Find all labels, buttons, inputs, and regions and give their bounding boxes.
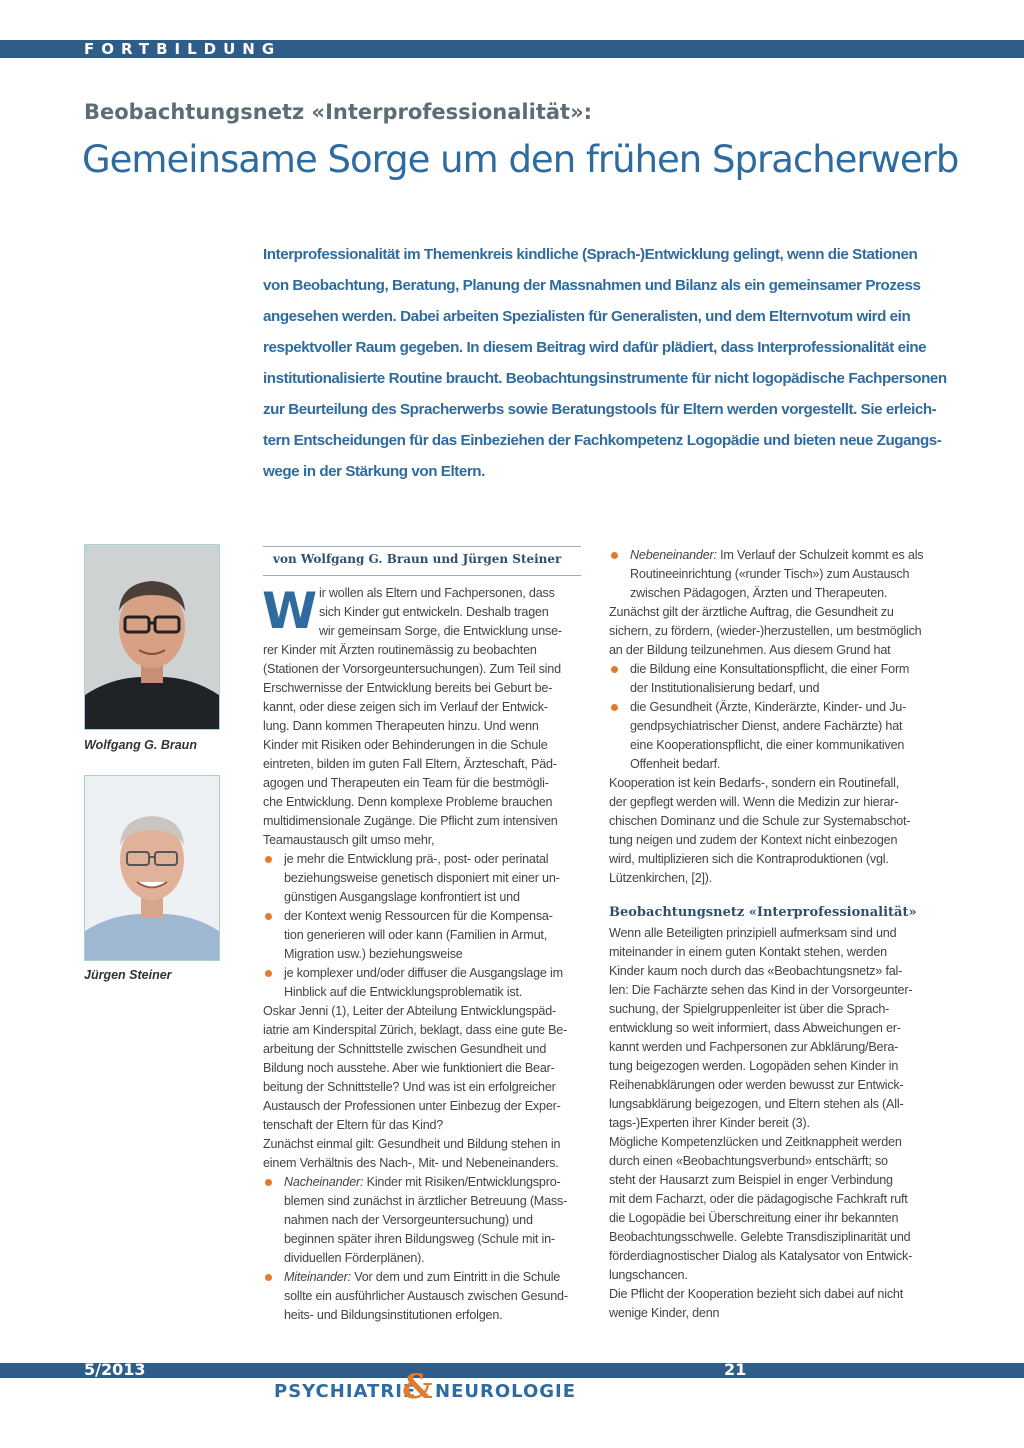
bullet-continuation: günstigen Ausgangslage konfrontiert ist und (284, 890, 520, 904)
body-line: wir gemeinsam Sorge, die Entwicklung unse- (319, 624, 562, 638)
body-line: lungschancen. (609, 1268, 688, 1282)
body-line: Zunächst einmal gilt: Gesundheit und Bildung stehen in (263, 1137, 561, 1151)
bullet-continuation: beziehungsweise genetisch disponiert mit einer un- (284, 871, 560, 885)
journal-name-part1: PSYCHIATRIE (274, 1381, 417, 1402)
body-line: lungsabklärung beigezogen, und Eltern stehen als (All- (609, 1097, 904, 1111)
body-line: Lützenkirchen, [2]). (609, 871, 713, 885)
bullet-text: Vor dem und zum Eintritt in die Schule (350, 1270, 561, 1284)
body-line: einem Verhältnis des Nach-, Mit- und Nebeneinanders. (263, 1156, 559, 1170)
body-line: Kooperation ist kein Bedarfs-, sondern ein Routinefall, (609, 776, 900, 790)
body-line: miteinander in einem guten Kontakt stehen, werden (609, 945, 887, 959)
bullet-item: die Bildung eine Konsultationspflicht, die einer Form (609, 660, 929, 679)
body-line: Die Pflicht der Kooperation bezieht sich dabei auf nicht (609, 1287, 904, 1301)
section-label: FORTBILDUNG (84, 40, 282, 58)
body-line: rer Kinder mit Ärzten routinemässig zu beobachten (263, 643, 537, 657)
lead-line: angesehen werden. Dabei arbeiten Spezialisten für Generalisten, und dem Elternvotum wird ein (263, 308, 911, 325)
body-line: Reihenabklärungen oder werden bewusst zur Entwick- (609, 1078, 904, 1092)
journal-ampersand: & (402, 1367, 433, 1407)
bullet-term: Nebeneinander: (630, 548, 717, 562)
bullet-continuation: Hinblick auf die Entwicklungsproblematik ist. (284, 985, 523, 999)
subheading: Beobachtungsnetz «Interprofessionalität» (609, 905, 917, 920)
lead-line: tern Entscheidungen für das Einbeziehen der Fachkompetenz Logopädie und bieten neue Zugangs- (263, 432, 942, 449)
author-photo-steiner (84, 775, 220, 961)
lead-line: respektvoller Raum gegeben. In diesem Beitrag wird dafür plädiert, dass Interprofessionalität eine (263, 339, 927, 356)
body-line: die Logopädie bei Überschreitung einer ihr bekannten (609, 1211, 899, 1225)
bullet-continuation: der Institutionalisierung bedarf, und (630, 681, 820, 695)
body-line: entwicklung so weit informiert, dass Abweichungen er- (609, 1021, 901, 1035)
body-line: wird, multiplizieren sich die Kontraproduktionen (vgl. (609, 852, 889, 866)
article-lead (263, 239, 947, 487)
body-line: kannt, oder diese zeigen sich im Verlauf der Entwick- (263, 700, 548, 714)
body-line: ir wollen als Eltern und Fachpersonen, dass (319, 586, 555, 600)
body-line: durch einen «Beobachtungsverbund» entschärft; so (609, 1154, 888, 1168)
bullet-term: Miteinander: (284, 1270, 351, 1284)
body-line: Beobachtungsschwelle. Gelebte Transdisziplinarität und (609, 1230, 911, 1244)
body-line: tenschaft der Eltern für das Kind? (263, 1118, 444, 1132)
bullet-continuation: Offenheit bedarf. (630, 757, 721, 771)
body-line: Austausch der Professionen unter Einbezug der Exper- (263, 1099, 561, 1113)
body-line: der gepflegt werden will. Wenn die Medizin zur hierar- (609, 795, 899, 809)
bullet-item: der Kontext wenig Ressourcen für die Kompensa- (263, 907, 581, 926)
byline: von Wolfgang G. Braun und Jürgen Steiner (273, 552, 562, 566)
body-line: tung neigen und zudem der Kontext nicht einbezogen (609, 833, 898, 847)
body-line: steht der Hausarzt zum Beispiel in enger Verbindung (609, 1173, 893, 1187)
body-line: che Entwicklung. Denn komplexe Probleme brauchen (263, 795, 553, 809)
author-photo-braun (84, 544, 220, 730)
bullet-continuation: heits- und Bildungsinstitutionen erfolgen. (284, 1308, 503, 1322)
bullet-continuation: Routineeinrichtung («runder Tisch») zum Austausch (630, 567, 910, 581)
drop-cap: W (262, 582, 318, 640)
author-caption-steiner: Jürgen Steiner (84, 968, 172, 982)
bullet-item (263, 1173, 581, 1192)
bullet-continuation: tion generieren will oder kann (Familien in Armut, (284, 928, 547, 942)
body-line: Zunächst gilt der ärztliche Auftrag, die Gesundheit zu (609, 605, 894, 619)
body-line: mit dem Facharzt, oder die pädagogische Fachkraft ruft (609, 1192, 908, 1206)
bullet-item: je mehr die Entwicklung prä-, post- oder perinatal (263, 850, 581, 869)
bullet-continuation: sollte ein ausführlicher Austausch zwischen Gesund- (284, 1289, 568, 1303)
body-line: Mögliche Kompetenzlücken und Zeitknappheit werden (609, 1135, 902, 1149)
bullet-continuation: gendpsychiatrischer Dienst, andere Fachärzte) hat (630, 719, 903, 733)
body-line: Kinder kaum noch durch das «Beobachtungsnetz» fal- (609, 964, 903, 978)
body-line: tung beigezogen werden. Logopäden sehen Kinder in (609, 1059, 899, 1073)
body-line: arbeitung der Schnittstelle zwischen Gesundheit und (263, 1042, 547, 1056)
lead-line: institutionalisierte Routine braucht. Beobachtungsinstrumente für nicht logopädische Fachpersonen (263, 370, 947, 387)
body-line: eintreten, bilden im guten Fall Eltern, Ärzteschaft, Päd- (263, 757, 557, 771)
page-number: 21 (724, 1360, 747, 1379)
body-line: multidimensionale Zugänge. Die Pflicht zum intensiven (263, 814, 558, 828)
body-line: Teamaustausch gilt umso mehr, (263, 833, 435, 847)
body-column-2-bottom (609, 924, 929, 1323)
body-line: agogen und Therapeuten ein Team für die bestmögli- (263, 776, 549, 790)
bullet-item (263, 1268, 581, 1287)
lead-line: wege in der Stärkung von Eltern. (263, 463, 485, 480)
body-line: tags-)Experten ihrer Kinder bereit (3). (609, 1116, 810, 1130)
body-line: iatrie am Kinderspital Zürich, beklagt, dass eine gute Be- (263, 1023, 568, 1037)
bullet-term: Nacheinander: (284, 1175, 364, 1189)
bullet-continuation: zwischen Pädagogen, Ärzten und Therapeuten. (630, 586, 888, 600)
journal-logo (252, 1367, 577, 1413)
body-line: chischen Dominanz und die Schule zur Systemabschot- (609, 814, 911, 828)
body-line: wenige Kinder, denn (609, 1306, 720, 1320)
body-line: Bildung noch ausstehe. Aber wie funktioniert die Bear- (263, 1061, 555, 1075)
issue-number: 5/2013 (84, 1360, 146, 1379)
bullet-text: Im Verlauf der Schulzeit kommt es als (716, 548, 924, 562)
bullet-continuation: blemen sind zunächst in ärztlicher Betreuung (Mass- (284, 1194, 568, 1208)
byline-box (263, 546, 581, 576)
body-line: an der Bildung teilzunehmen. Aus diesem Grund hat (609, 643, 891, 657)
article-title: Gemeinsame Sorge um den frühen Spracherwerb (82, 138, 959, 181)
lead-line: Interprofessionalität im Themenkreis kindliche (Sprach-)Entwicklung gelingt, wenn die Stationen (263, 246, 918, 263)
body-line: beitung der Schnittstelle? Und was ist ein erfolgreicher (263, 1080, 556, 1094)
bullet-item: die Gesundheit (Ärzte, Kinderärzte, Kinder- und Ju- (609, 698, 929, 717)
bullet-continuation: nahmen nach der Versorgeuntersuchung) und (284, 1213, 533, 1227)
body-column-2-top (609, 546, 929, 888)
bullet-item (609, 546, 929, 565)
body-line: Erschwernisse der Entwicklung bereits bei Geburt be- (263, 681, 553, 695)
bullet-continuation: dividuellen Förderplänen). (284, 1251, 425, 1265)
body-line: sichern, zu fördern, (wieder-)herzustellen, um bestmöglich (609, 624, 922, 638)
body-line: (Stationen der Vorsorgeuntersuchungen). Zum Teil sind (263, 662, 561, 676)
body-line: kannt werden und Fachpersonen zur Abklärung/Bera- (609, 1040, 899, 1054)
body-line: Wenn alle Beteiligten prinzipiell aufmerksam sind und (609, 926, 897, 940)
bullet-text: Kinder mit Risiken/Entwicklungspro- (363, 1175, 561, 1189)
bullet-continuation: eine Kooperationspflicht, die einer kommunikativen (630, 738, 905, 752)
section-header-bar (0, 40, 1024, 58)
bullet-continuation: Migration usw.) beziehungsweise (284, 947, 463, 961)
body-column-1 (263, 584, 581, 1325)
body-line: len: Die Fachärzte sehen das Kind in der Vorsorgeunter- (609, 983, 913, 997)
article-kicker: Beobachtungsnetz «Interprofessionalität»: (84, 100, 593, 124)
bullet-item: je komplexer und/oder diffuser die Ausgangslage im (263, 964, 581, 983)
body-line: sich Kinder gut entwickeln. Deshalb tragen (319, 605, 549, 619)
body-line: Oskar Jenni (1), Leiter der Abteilung Entwicklungspäd- (263, 1004, 557, 1018)
lead-line: zur Beurteilung des Spracherwerbs sowie Beratungstools für Eltern werden vorgestellt. Sie erleich- (263, 401, 937, 418)
body-line: lung. Dann kommen Therapeuten hinzu. Und wenn (263, 719, 539, 733)
body-line: suchung, der Spielgruppenleiter ist über die Sprach- (609, 1002, 890, 1016)
body-line: förderdiagnostischer Dialog als Katalysator von Entwick- (609, 1249, 913, 1263)
body-line: Kinder mit Risiken oder Behinderungen in die Schule (263, 738, 548, 752)
author-caption-braun: Wolfgang G. Braun (84, 738, 197, 752)
bullet-continuation: beginnen später ihren Bildungsweg (Schule mit in- (284, 1232, 555, 1246)
lead-line: von Beobachtung, Beratung, Planung der Massnahmen und Bilanz als ein gemeinsamer Prozess (263, 277, 921, 294)
journal-name-part2: NEUROLOGIE (435, 1381, 577, 1402)
